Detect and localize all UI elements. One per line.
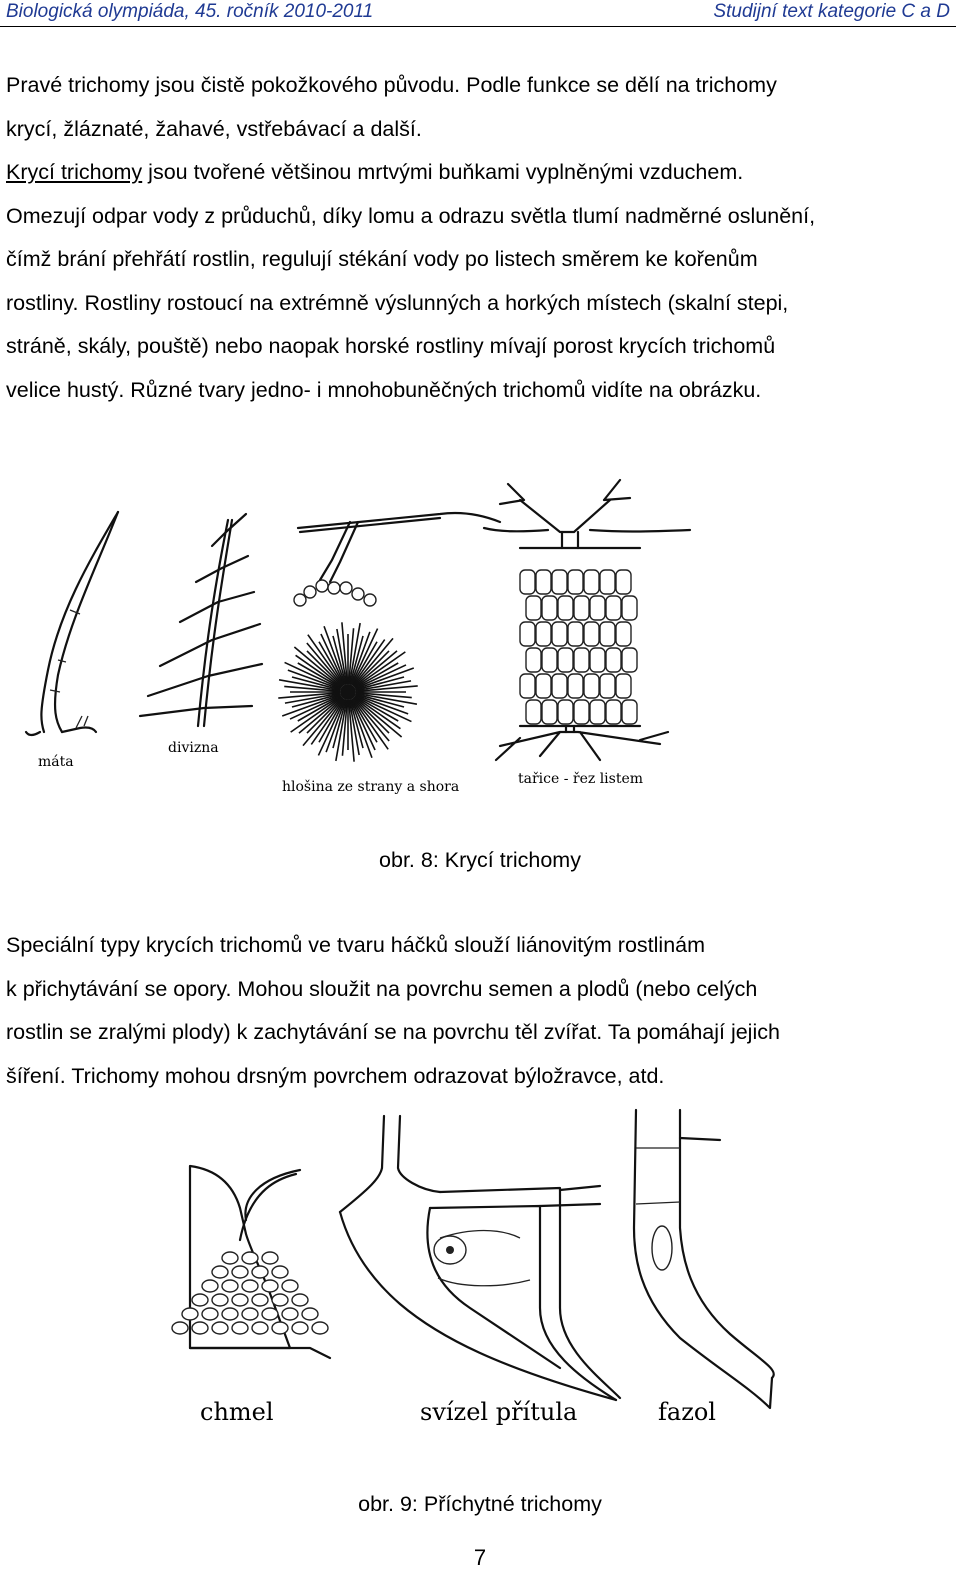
label-svizel: svízel přítula [420, 1398, 578, 1426]
paragraph-hook-trichomes [6, 924, 946, 1098]
text-line: šíření. Trichomy mohou drsným povrchem odrazovat býložravce, atd. [6, 1063, 665, 1088]
oleaster-trichome-side-drawing [294, 513, 500, 606]
oleaster-trichome-top-drawing [278, 622, 417, 761]
mint-trichome-drawing [26, 512, 118, 735]
text-line: krycí, žláznaté, žahavé, vstřebávací a další. [6, 116, 422, 141]
text-line: Krycí trichomy jsou tvořené většinou mrtvými buňkami vyplněnými vzduchem. [6, 160, 744, 184]
text-line: k přichytávání se opory. Mohou sloužit na povrchu semen a plodů (nebo celých [6, 976, 758, 1001]
label-divizna: divizna [168, 740, 219, 756]
alyssum-leaf-section-drawing [484, 480, 690, 760]
label-tarice: tařice - řez listem [518, 771, 644, 787]
label-chmel: chmel [200, 1398, 274, 1426]
hop-trichome-drawing [172, 1166, 330, 1358]
text-line: rostlin se zralými plody) k zachytávání se na povrchu těl zvířat. Ta pomáhají jejich [6, 1020, 780, 1044]
label-mata: máta [38, 754, 74, 770]
label-fazol: fazol [658, 1398, 716, 1426]
text-line: rostliny. Rostliny rostoucí na extrémně výslunných a horkých místech (skalní stepi, [6, 290, 789, 315]
text-line: stráně, skály, pouště) nebo naopak horské rostliny mívají porost krycích trichomů [6, 334, 776, 358]
text-line: Pravé trichomy jsou čistě pokožkového původu. Podle funkce se dělí na trichomy [6, 73, 777, 97]
caption-figure-8: obr. 8: Krycí trichomy [379, 848, 581, 872]
term-kryci-trichomy: Krycí trichomy [6, 160, 143, 184]
mullein-trichome-drawing [140, 514, 262, 726]
text-line: čímž brání přehřátí rostlin, regulují stékání vody po listech směrem ke kořenům [6, 247, 758, 271]
paragraph-intro [6, 64, 946, 412]
figure-covering-trichomes [0, 470, 960, 810]
page-header [0, 0, 956, 27]
header-right-text: Studijní text kategorie C a D [713, 1, 950, 22]
text-line: Omezují odpar vody z průduchů, díky lomu a odrazu světla tlumí nadměrné oslunění, [6, 203, 816, 228]
header-left-text: Biologická olympiáda, 45. ročník 2010-2011 [6, 1, 374, 22]
figure-hook-trichomes [0, 1108, 960, 1448]
label-hlosina: hlošina ze strany a shora [282, 779, 460, 795]
bean-trichome-drawing [634, 1110, 774, 1408]
caption-figure-9: obr. 9: Příchytné trichomy [358, 1492, 602, 1516]
page-number: 7 [473, 1545, 487, 1570]
cleavers-trichome-drawing [340, 1116, 620, 1400]
text-line: velice hustý. Různé tvary jedno- i mnohobuněčných trichomů vidíte na obrázku. [6, 377, 762, 402]
text-line: Speciální typy krycích trichomů ve tvaru háčků slouží liánovitým rostlinám [6, 933, 706, 957]
